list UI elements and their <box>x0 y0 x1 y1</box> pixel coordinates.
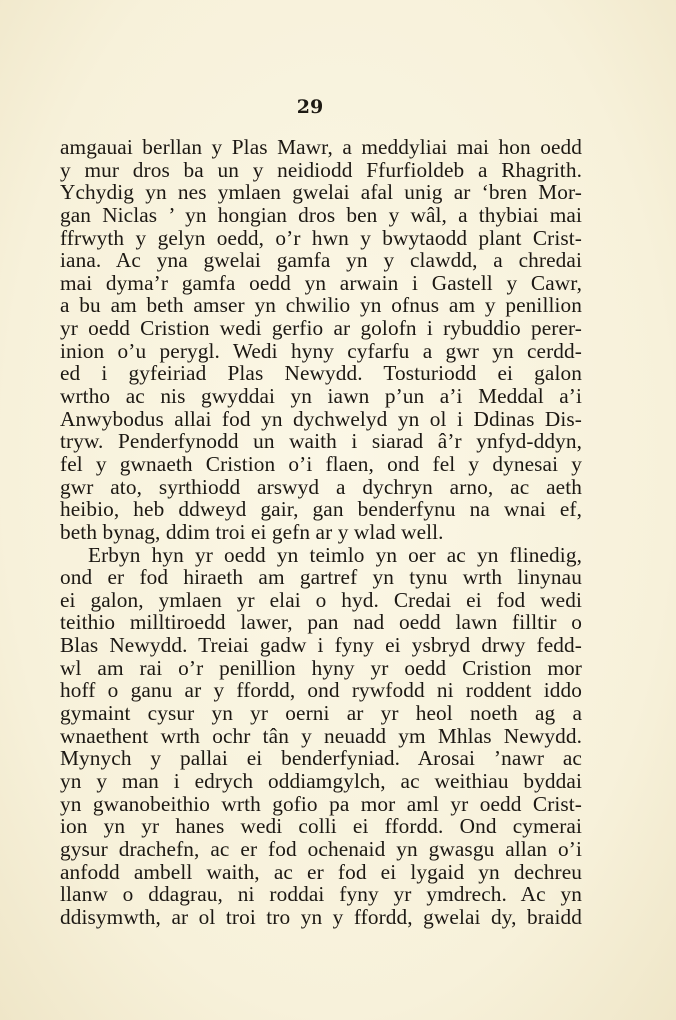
text-line: ffrwyth y gelyn oedd, o’r hwn y bwytaodd plant Crist- <box>60 225 582 250</box>
text-line: amgauai berllan y Plas Mawr, a meddyliai mai hon oedd <box>60 135 582 159</box>
text-line: y mur dros ba un y neidiodd Ffurfioldeb a Rhagrith. <box>60 157 582 182</box>
text-line: a bu am beth amser yn chwilio yn ofnus am y penillion <box>60 293 582 318</box>
text-line: yr oedd Cristion wedi gerfio ar golofn i rybuddio perer- <box>60 316 582 341</box>
text-line: iana. Ac yna gwelai gamfa yn y clawdd, a chredai <box>60 248 582 273</box>
text-line: Anwybodus allai fod yn dychwelyd yn ol i Ddinas Dis- <box>60 406 582 431</box>
text-line: gymaint cysur yn yr oerni ar yr heol noeth ag a <box>60 701 582 726</box>
text-line: ddisymwth, ar ol troi tro yn y ffordd, gwelai dy, braidd <box>60 904 582 929</box>
text-line: inion o’u perygl. Wedi hyny cyfarfu a gwr yn cerdd- <box>60 338 582 363</box>
text-line: tryw. Penderfynodd un waith i siarad â’r ynfyd-ddyn, <box>60 429 582 454</box>
text-line: gan Niclas ’ yn hongian dros ben y wâl, a thybiai mai <box>60 202 582 227</box>
text-line: hoff o ganu ar y ffordd, ond rywfodd ni roddent iddo <box>60 678 582 703</box>
text-line: mai dyma’r gamfa oedd yn arwain i Gastell y Cawr, <box>60 270 582 295</box>
text-line: anfodd ambell waith, ac er fod ei lygaid yn dechreu <box>60 859 582 884</box>
text-line: teithio milltiroedd lawer, pan nad oedd lawn filltir o <box>60 610 582 635</box>
text-line: gysur drachefn, ac er fod ochenaid yn gwasgu allan o’i <box>60 836 582 861</box>
text-line: llanw o ddagrau, ni roddai fyny yr ymdrech. Ac yn <box>60 882 582 907</box>
text-line: wrtho ac nis gwyddai yn iawn p’un a’i Meddal a’i <box>60 384 582 409</box>
text-line: heibio, heb ddweyd gair, gan benderfynu na wnai ef, <box>60 497 582 522</box>
text-line: gwr ato, syrthiodd arswyd a dychryn arno, ac aeth <box>60 474 582 499</box>
text-line: Mynych y pallai ei benderfyniad. Arosai ’nawr ac <box>60 746 582 771</box>
text-line: yn y man i edrych oddiamgylch, ac weithiau byddai <box>60 768 582 793</box>
text-line: wl am rai o’r penillion hyny yr oedd Cristion mor <box>60 655 582 680</box>
text-line: ond er fod hiraeth am gartref yn tynu wrth linynau <box>60 565 582 590</box>
page-number: 29 <box>296 96 324 118</box>
body-text <box>60 136 582 928</box>
text-line: yn gwanobeithio wrth gofio pa mor aml yr oedd Crist- <box>60 791 582 816</box>
text-line: ei galon, ymlaen yr elai o hyd. Credai ei fod wedi <box>60 587 582 612</box>
text-line: Erbyn hyn yr oedd yn teimlo yn oer ac yn flinedig, <box>88 542 582 567</box>
text-line: Blas Newydd. Treiai gadw i fyny ei ysbryd drwy fedd- <box>60 633 582 658</box>
text-line: wnaethent wrth ochr tân y neuadd ym Mhlas Newydd. <box>60 723 582 748</box>
text-line: Ychydig yn nes ymlaen gwelai afal unig ar ‘bren Mor- <box>60 180 582 205</box>
text-line: fel y gwnaeth Cristion o’i flaen, ond fel y dynesai y <box>60 451 582 476</box>
text-line: ed i gyfeiriad Plas Newydd. Tosturiodd ei galon <box>60 361 582 386</box>
text-line: beth bynag, ddim troi ei gefn ar y wlad well. <box>60 519 444 544</box>
text-line: ion yn yr hanes wedi colli ei ffordd. Ond cymerai <box>60 814 582 839</box>
